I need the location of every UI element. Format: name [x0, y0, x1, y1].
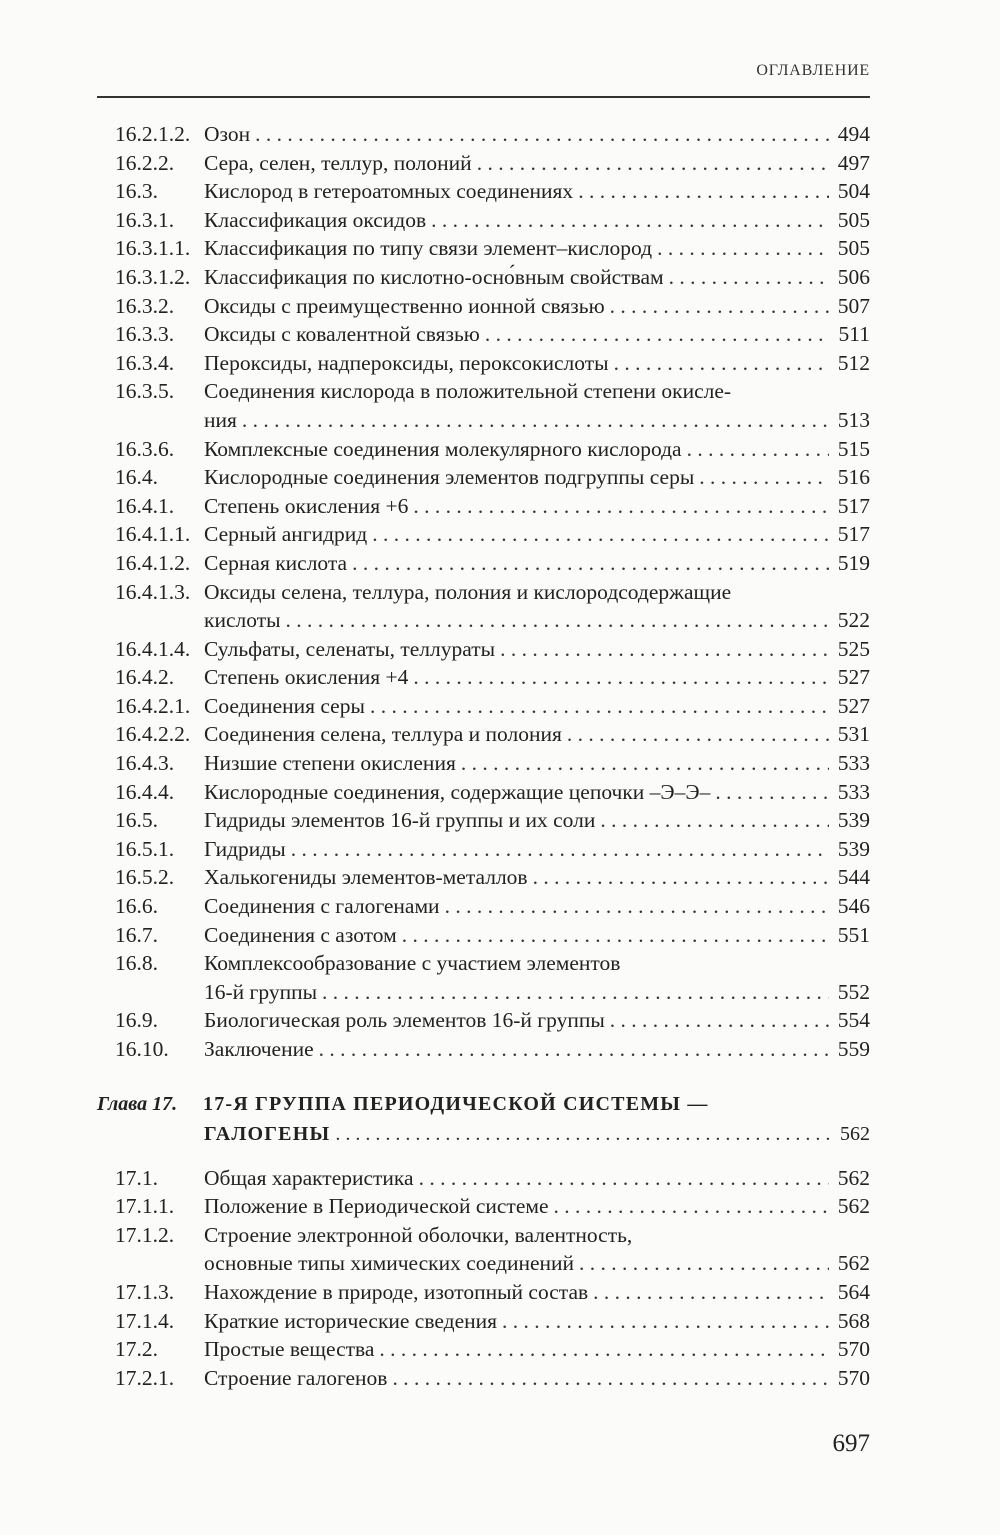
dot-leader — [600, 806, 829, 835]
toc-title: Степень окисления +6 — [204, 493, 409, 518]
dot-leader — [413, 492, 829, 521]
toc-entry — [115, 1307, 870, 1336]
toc-page: 517 — [837, 522, 870, 547]
toc-number: 16.4.1.4. — [115, 636, 191, 661]
toc-number: 16.4.3. — [115, 751, 175, 776]
toc-page: 512 — [837, 350, 870, 375]
toc-number: 16.4. — [115, 465, 158, 490]
toc-title: основные типы химических соединений — [204, 1251, 575, 1276]
dot-leader — [533, 863, 829, 892]
toc-page: 546 — [837, 894, 870, 919]
toc-group — [115, 120, 870, 377]
toc-entry — [115, 663, 870, 692]
dot-leader — [255, 120, 829, 149]
dot-leader — [392, 1364, 829, 1393]
toc-number: 16.3. — [115, 179, 158, 204]
toc-title: Пероксиды, надпероксиды, пероксокислоты — [204, 350, 609, 375]
toc-title: Простые вещества — [204, 1337, 375, 1362]
chapter-title: ГАЛОГЕНЫ — [204, 1122, 331, 1145]
toc-page: 533 — [837, 751, 870, 776]
toc-title: Озон — [204, 122, 251, 146]
toc-number: 16.6. — [115, 894, 158, 919]
toc-number: 17.1.3. — [115, 1279, 175, 1304]
toc-entry — [115, 720, 870, 749]
toc-number: 16.3.1. — [115, 207, 175, 232]
toc-page: 527 — [837, 693, 870, 718]
chapter-title: 17-Я ГРУППА ПЕРИОДИЧЕСКОЙ СИСТЕМЫ — — [203, 1092, 709, 1115]
toc-title: Степень окисления +4 — [204, 665, 409, 690]
chapter-page: 562 — [840, 1122, 870, 1145]
toc-number: 16.8. — [115, 951, 158, 976]
toc-title: Классификация по типу связи элемент–кислород — [204, 236, 653, 261]
toc-page: 539 — [837, 808, 870, 833]
toc-entry — [115, 349, 870, 378]
toc-entry — [115, 1006, 870, 1035]
toc-number: 16.4.1.3. — [115, 579, 191, 604]
toc-title: Соединения с галогенами — [204, 894, 440, 919]
toc-group — [115, 1278, 870, 1392]
toc-page: 517 — [837, 493, 870, 518]
toc-entry — [115, 177, 870, 206]
toc-title: Оксиды с преимущественно ионной связью — [204, 293, 605, 318]
toc-page: 539 — [837, 836, 870, 861]
header-rule — [97, 96, 870, 98]
toc-title: Гидриды — [204, 836, 286, 861]
dot-leader — [699, 463, 829, 492]
toc-title: Серная кислота — [204, 550, 348, 575]
toc-number: 16.3.5. — [115, 379, 175, 404]
toc-page: 505 — [837, 207, 870, 232]
toc-entry — [115, 692, 870, 721]
toc-page: 505 — [837, 236, 870, 261]
toc-page: 494 — [837, 122, 870, 146]
toc-number: 16.2.1.2. — [115, 122, 191, 146]
toc-number: 16.3.4. — [115, 350, 175, 375]
toc-page: 531 — [837, 722, 870, 747]
dot-leader — [687, 435, 829, 464]
toc-title: Строение электронной оболочки, валентность, — [204, 1222, 633, 1247]
toc-number: 16.4.1. — [115, 493, 175, 518]
dot-leader — [502, 1307, 829, 1336]
toc-title: Сульфаты, селенаты, теллураты — [204, 636, 496, 661]
toc-title: Краткие исторические сведения — [204, 1308, 498, 1333]
toc-title: Соединения селена, теллура и полония — [204, 722, 562, 747]
toc-title: Комплексные соединения молекулярного кислорода — [204, 436, 682, 461]
toc-entry — [115, 549, 870, 578]
toc-page: 519 — [837, 550, 870, 575]
toc-title: Классификация оксидов — [204, 207, 427, 232]
dot-leader — [372, 520, 829, 549]
toc-number: 17.2. — [115, 1337, 158, 1362]
toc-group — [115, 635, 870, 950]
dot-leader — [485, 320, 829, 349]
toc-title: Классификация по кислотно-осно́вным свойствам — [204, 264, 664, 289]
toc-number: 16.3.6. — [115, 436, 175, 461]
toc-number: 16.9. — [115, 1008, 158, 1033]
toc-number: 16.4.2.2. — [115, 722, 191, 747]
toc-number: 16.5.1. — [115, 836, 175, 861]
toc-page: 506 — [837, 264, 870, 289]
toc-entry — [115, 206, 870, 235]
toc-entry — [115, 1221, 870, 1250]
toc-page: 527 — [837, 665, 870, 690]
toc-page: 552 — [837, 979, 870, 1004]
toc-page: 562 — [837, 1251, 870, 1276]
toc-entry — [115, 863, 870, 892]
toc-entry — [115, 749, 870, 778]
toc-title: Соединения серы — [204, 693, 365, 718]
toc-title: кислоты — [204, 608, 281, 633]
toc-title: Низшие степени окисления — [204, 751, 456, 776]
toc-page: 525 — [837, 636, 870, 661]
toc-number: 16.4.1.2. — [115, 550, 191, 575]
toc-page: 516 — [837, 465, 870, 490]
dot-leader — [319, 1035, 829, 1064]
toc-entry — [115, 320, 870, 349]
toc-page: 513 — [837, 407, 870, 432]
toc-title: Кислород в гетероатомных соединениях — [204, 179, 574, 204]
toc-entry — [115, 835, 870, 864]
toc-number: 16.10. — [115, 1037, 169, 1061]
toc-number: 16.4.1.1. — [115, 522, 191, 547]
toc-entry — [115, 921, 870, 950]
toc-title: Кислородные соединения элементов подгруппы серы — [204, 465, 695, 490]
toc-title: Положение в Периодической системе — [204, 1194, 549, 1219]
toc-number: 16.3.1.2. — [115, 264, 191, 289]
toc-entry-continuation — [115, 406, 870, 435]
toc-title: Соединения с азотом — [204, 922, 397, 947]
toc-number: 16.4.4. — [115, 779, 175, 804]
dot-leader — [579, 1249, 829, 1278]
toc-title: Кислородные соединения, содержащие цепочки –Э–Э– — [204, 779, 711, 804]
toc-page: 570 — [837, 1365, 870, 1390]
dot-leader — [322, 978, 829, 1007]
chapter-heading — [97, 1090, 870, 1150]
toc-title: Комплексообразование с участием элементов — [204, 951, 621, 976]
toc-page: 533 — [837, 779, 870, 804]
toc-page: 554 — [837, 1008, 870, 1033]
toc-title: Оксиды селена, теллура, полония и кислородсодержащие — [204, 579, 732, 604]
toc-entry-continuation — [115, 606, 870, 635]
toc-title: Заключение — [204, 1037, 314, 1061]
toc-page: 511 — [838, 322, 870, 347]
toc-title: Оксиды с ковалентной связью — [204, 322, 480, 347]
toc-title: Общая характеристика — [204, 1165, 414, 1190]
toc-number: 16.5.2. — [115, 865, 175, 890]
toc-entry — [115, 435, 870, 464]
dot-leader — [500, 635, 829, 664]
toc-entry — [115, 892, 870, 921]
toc-page: 515 — [837, 436, 870, 461]
toc-number: 17.1.2. — [115, 1222, 175, 1247]
toc-entry-continuation — [115, 978, 870, 1007]
toc-page: 568 — [837, 1308, 870, 1333]
toc-number: 16.4.2. — [115, 665, 175, 690]
toc-entry — [115, 578, 870, 607]
toc-entry — [115, 1164, 870, 1193]
toc-entry — [115, 949, 870, 978]
toc-entry — [115, 1035, 870, 1064]
toc-title: 16-й группы — [204, 979, 318, 1004]
table-of-contents — [97, 120, 870, 1392]
dot-leader — [610, 1006, 829, 1035]
dot-leader — [554, 1192, 829, 1221]
dot-leader — [402, 921, 829, 950]
toc-page: 507 — [837, 293, 870, 318]
dot-leader — [614, 349, 829, 378]
toc-number: 16.3.3. — [115, 322, 175, 347]
toc-title: Халькогениды элементов-металлов — [204, 865, 528, 890]
toc-entry — [115, 377, 870, 406]
toc-entry — [115, 806, 870, 835]
dot-leader — [578, 177, 829, 206]
dot-leader — [669, 263, 829, 292]
dot-leader — [379, 1335, 829, 1364]
running-head: ОГЛАВЛЕНИЕ — [756, 62, 870, 79]
toc-page: 551 — [837, 922, 870, 947]
dot-leader — [335, 1120, 829, 1149]
toc-number: 16.4.2.1. — [115, 693, 191, 718]
toc-number: 17.1. — [115, 1165, 158, 1190]
toc-number: 17.2.1. — [115, 1365, 175, 1390]
toc-entry — [115, 292, 870, 321]
toc-page: 562 — [837, 1194, 870, 1219]
dot-leader — [657, 234, 829, 263]
toc-page: 522 — [837, 608, 870, 633]
toc-number: 17.1.1. — [115, 1194, 175, 1219]
toc-title: ния — [204, 407, 237, 432]
toc-group — [115, 1164, 870, 1221]
dot-leader — [419, 1164, 829, 1193]
dot-leader — [610, 292, 829, 321]
dot-leader — [291, 835, 829, 864]
toc-page: 562 — [837, 1165, 870, 1190]
dot-leader — [461, 749, 829, 778]
toc-entry — [115, 635, 870, 664]
toc-page: 497 — [837, 150, 870, 175]
toc-entry — [115, 263, 870, 292]
toc-title: Биологическая роль элементов 16-й группы — [204, 1008, 605, 1033]
toc-entry — [115, 520, 870, 549]
toc-title: Строение галогенов — [204, 1365, 388, 1390]
dot-leader — [445, 892, 829, 921]
chapter-label: Глава 17. — [97, 1092, 178, 1115]
toc-number: 16.7. — [115, 922, 158, 947]
toc-page: 544 — [837, 865, 870, 890]
toc-page: 559 — [837, 1037, 870, 1061]
toc-entry — [115, 778, 870, 807]
dot-leader — [352, 549, 829, 578]
toc-number: 16.5. — [115, 808, 158, 833]
toc-entry — [115, 1192, 870, 1221]
toc-page: 564 — [837, 1279, 870, 1304]
toc-entry — [115, 1335, 870, 1364]
toc-number: 16.2.2. — [115, 150, 175, 175]
toc-number: 16.3.2. — [115, 293, 175, 318]
dot-leader — [715, 778, 829, 807]
toc-title: Соединения кислорода в положительной степени окисле- — [204, 379, 732, 404]
toc-entry — [115, 234, 870, 263]
toc-title: Гидриды элементов 16-й группы и их соли — [204, 808, 596, 833]
toc-group — [115, 1006, 870, 1063]
toc-title: Серный ангидрид — [204, 522, 368, 547]
toc-page: 504 — [837, 179, 870, 204]
dot-leader — [567, 720, 829, 749]
dot-leader — [370, 692, 829, 721]
toc-entry — [115, 149, 870, 178]
dot-leader — [477, 149, 829, 178]
toc-number: 16.3.1.1. — [115, 236, 191, 261]
page-number: 697 — [832, 1430, 870, 1457]
dot-leader — [431, 206, 829, 235]
toc-entry-continuation — [115, 1249, 870, 1278]
dot-leader — [593, 1278, 829, 1307]
toc-page: 570 — [837, 1337, 870, 1362]
toc-entry — [115, 463, 870, 492]
toc-title: Сера, селен, теллур, полоний — [204, 150, 472, 175]
toc-title: Нахождение в природе, изотопный состав — [204, 1279, 589, 1304]
toc-number: 17.1.4. — [115, 1308, 175, 1333]
toc-entry — [115, 1278, 870, 1307]
toc-group — [115, 435, 870, 578]
dot-leader — [242, 406, 829, 435]
dot-leader — [413, 663, 829, 692]
dot-leader — [286, 606, 829, 635]
toc-entry — [115, 1364, 870, 1393]
toc-entry — [115, 120, 870, 149]
toc-entry — [115, 492, 870, 521]
